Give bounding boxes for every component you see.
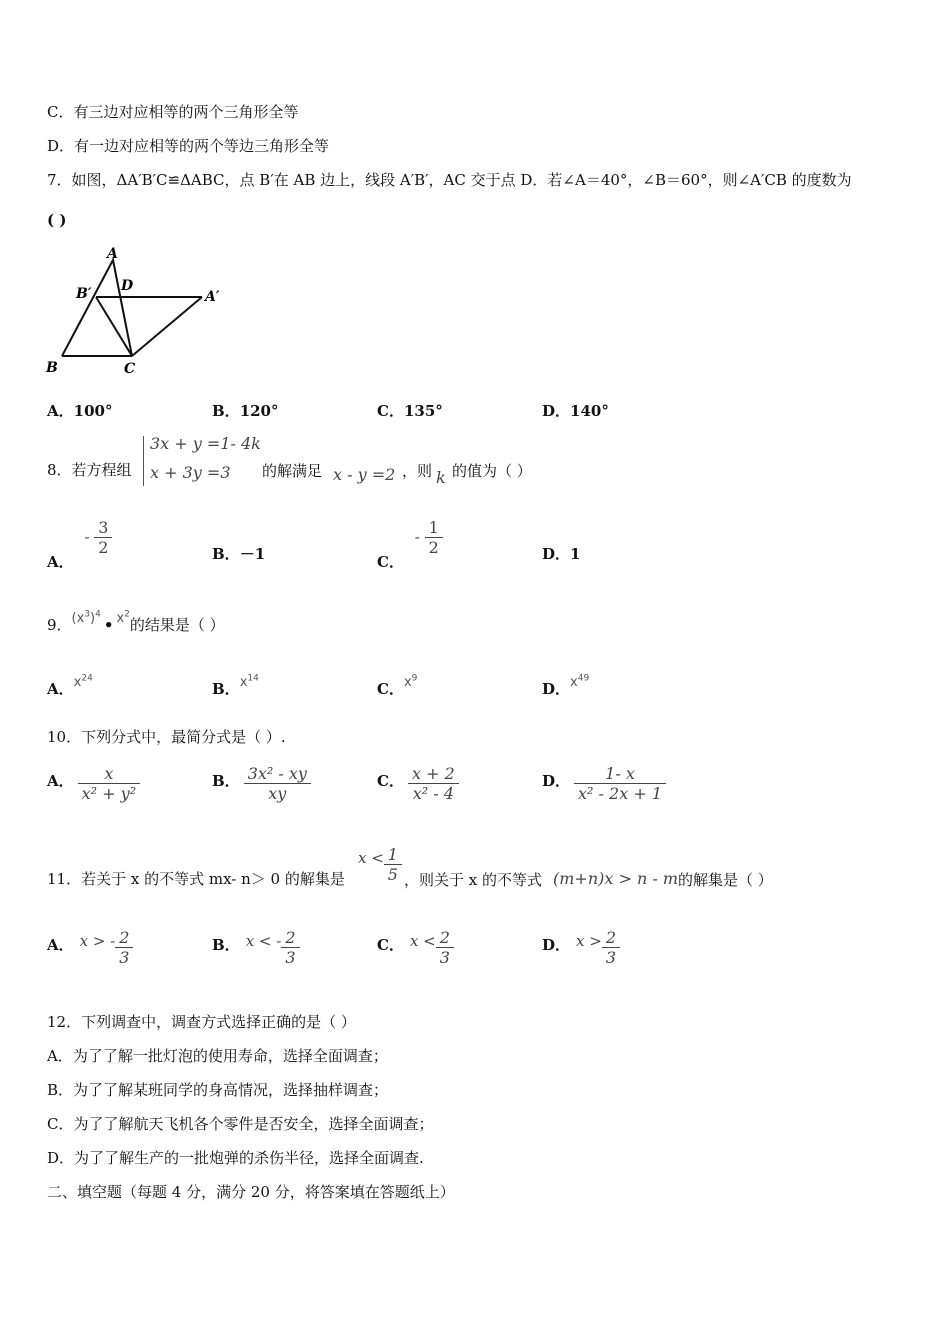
base: x — [570, 675, 578, 690]
fraction — [244, 764, 311, 803]
q12-option-c: C．为了了解航天飞机各个零件是否安全，选择全面调查； — [47, 1115, 434, 1133]
label-a-prime: A′ — [205, 289, 220, 305]
numerator: 2 — [285, 928, 296, 947]
question-11-mid: ，则关于 x 的不等式 — [404, 871, 542, 889]
numerator: 2 — [119, 928, 130, 947]
fraction — [384, 845, 402, 884]
option-label: B． — [212, 545, 240, 563]
label-c: C — [124, 361, 136, 377]
q10-option-d — [542, 764, 666, 803]
option-label: A． — [47, 935, 74, 954]
question-11-prefix: 11．若关于 x 的不等式 mx- n＞ 0 的解集是 — [47, 870, 345, 888]
numerator: 2 — [439, 928, 450, 947]
denominator: x² + y² — [78, 783, 140, 803]
question-11-suffix: 的解集是（ ） — [678, 871, 773, 889]
option-label: A． — [47, 771, 74, 790]
denominator: 3 — [281, 947, 299, 967]
label-a: A — [107, 246, 118, 262]
exponent: 24 — [81, 673, 93, 684]
multiply-dot: • — [103, 616, 114, 634]
fraction — [94, 518, 112, 557]
option-value: 1 — [570, 545, 581, 563]
q10-option-b — [212, 764, 311, 803]
denominator: 2 — [94, 537, 112, 557]
base: x — [116, 611, 125, 626]
exponent: 14 — [247, 673, 259, 684]
label-d: D — [121, 278, 134, 294]
minus-sign: - — [414, 527, 420, 546]
q12-option-d: D．为了了解生产的一批炮弹的杀伤半径，选择全面调查. — [47, 1149, 424, 1167]
q7-option-a — [47, 400, 112, 421]
triangle-figure — [40, 240, 240, 380]
power-expression: $(x^3)^4$ — [71, 609, 101, 626]
numerator: x — [104, 764, 114, 783]
numerator: 1- x — [605, 764, 635, 783]
segment-a-prime-c — [132, 297, 202, 356]
denominator: 5 — [384, 864, 402, 884]
outer-exponent: 4 — [95, 609, 101, 620]
q11-solution-set — [358, 845, 402, 884]
equation-1: 3x + y =1- 4k — [150, 434, 261, 453]
denominator: 3 — [436, 947, 454, 967]
option-label: D． — [542, 771, 571, 790]
q12-option-a: A．为了了解一批灯泡的使用寿命，选择全面调查； — [47, 1047, 388, 1065]
denominator: xy — [244, 783, 311, 803]
option-value: －1 — [239, 545, 266, 563]
denominator: 2 — [425, 537, 443, 557]
base: x — [403, 675, 412, 690]
question-number: 9． — [47, 616, 72, 634]
numerator: 3x² - xy — [247, 764, 307, 783]
question-7: 7．如图，ΔA′B′C≌ΔABC，点 B′在 AB 边上，线段 A′B′，AC 交于点 D．若∠A＝40°，∠B＝60°，则∠A′CB 的度数为 — [47, 171, 852, 189]
option-label: D． — [542, 545, 571, 563]
relation: x < - — [245, 931, 282, 950]
denominator: x² - 4 — [408, 783, 459, 803]
inner-exponent: 3 — [84, 609, 91, 620]
numerator: x + 2 — [411, 764, 455, 783]
q11-inequality: (m+n)x > n - m — [553, 869, 679, 888]
exponent: 2 — [124, 609, 130, 620]
label-b-prime: B′ — [76, 286, 92, 302]
triangle-abc-edge — [62, 260, 132, 356]
exponent: 9 — [411, 673, 418, 684]
option-value: 100° — [73, 402, 113, 420]
section-2-heading: 二、填空题（每题 4 分，满分 20 分，将答案填在答题纸上） — [47, 1183, 455, 1201]
option-label: D． — [542, 935, 571, 954]
option-label: D． — [542, 402, 571, 420]
variable-k: k — [436, 468, 446, 487]
q7-option-c — [377, 400, 443, 421]
equation-2: x + 3y =3 — [150, 463, 231, 482]
question-7-paren: ( ) — [47, 211, 67, 229]
numerator: 1 — [387, 845, 398, 864]
denominator: 3 — [115, 947, 133, 967]
denominator: 3 — [602, 947, 620, 967]
q8-option-b — [212, 543, 265, 564]
minus-sign: - — [84, 527, 90, 546]
question-8-comma: ，则 — [402, 462, 433, 480]
exponent: 49 — [577, 673, 590, 684]
fraction — [602, 928, 620, 967]
option-label: B． — [212, 680, 240, 698]
option-label: B． — [212, 935, 240, 954]
x-squared — [116, 611, 129, 626]
option-label: D． — [542, 680, 571, 698]
question-9 — [47, 609, 225, 635]
q7-option-d — [542, 400, 609, 421]
question-8-suffix: 的值为（ ） — [452, 462, 532, 480]
option-value: 120° — [239, 402, 279, 420]
equation-brace — [143, 436, 144, 486]
option-label: A． — [47, 552, 74, 571]
option-label: B． — [212, 402, 240, 420]
option-label: C． — [377, 680, 404, 698]
q7-option-b — [212, 400, 279, 421]
q11-option-b — [212, 928, 300, 967]
condition-expression: x - y =2 — [333, 465, 396, 484]
numerator: 1 — [428, 518, 439, 537]
fraction — [78, 764, 140, 803]
q10-option-c — [377, 764, 459, 803]
q10-option-a — [47, 764, 140, 803]
option-label: B． — [212, 771, 240, 790]
base: x — [239, 675, 248, 690]
q9-option-a — [47, 673, 93, 698]
question-8-mid: 的解满足 — [262, 462, 323, 480]
option-value: 140° — [570, 402, 609, 420]
option-label: A． — [47, 402, 74, 420]
numerator: 2 — [605, 928, 616, 947]
option-c-q6: C．有三边对应相等的两个三角形全等 — [47, 103, 299, 121]
relation: x < — [409, 931, 436, 950]
numerator: 3 — [98, 518, 109, 537]
fraction — [408, 764, 459, 803]
question-9-suffix: 的结果是（ ） — [129, 616, 225, 634]
relation: x > — [576, 931, 602, 950]
option-label: C． — [377, 552, 404, 571]
q11-option-c — [377, 928, 454, 967]
fraction — [574, 764, 666, 803]
fraction — [115, 928, 133, 967]
label-b: B — [46, 360, 58, 376]
question-12: 12．下列调查中，调查方式选择正确的是（ ） — [47, 1013, 356, 1031]
fraction — [281, 928, 299, 967]
option-label: C． — [377, 771, 404, 790]
q8-option-a — [47, 518, 112, 571]
base: x — [73, 675, 82, 690]
q8-option-d — [542, 543, 580, 564]
relation: x > - — [79, 931, 116, 950]
question-8-prefix: 8．若方程组 — [47, 461, 132, 479]
question-10: 10．下列分式中，最简分式是（ ）. — [47, 728, 286, 746]
q9-option-b — [212, 673, 259, 698]
q12-option-b: B．为了了解某班同学的身高情况，选择抽样调查； — [47, 1081, 389, 1099]
q11-option-d — [542, 928, 620, 967]
fraction — [425, 518, 443, 557]
option-value: 135° — [403, 402, 443, 420]
lhs: x < — [358, 848, 384, 867]
denominator: x² - 2x + 1 — [574, 783, 666, 803]
option-label: C． — [377, 935, 404, 954]
q9-option-d — [542, 673, 590, 698]
fraction — [436, 928, 454, 967]
q9-option-c — [377, 673, 418, 698]
base: (x — [71, 611, 85, 626]
q8-option-c — [377, 518, 443, 571]
q11-option-a — [47, 928, 133, 967]
option-label: C． — [377, 402, 404, 420]
option-label: A． — [47, 680, 74, 698]
option-d-q6: D．有一边对应相等的两个等边三角形全等 — [47, 137, 330, 155]
